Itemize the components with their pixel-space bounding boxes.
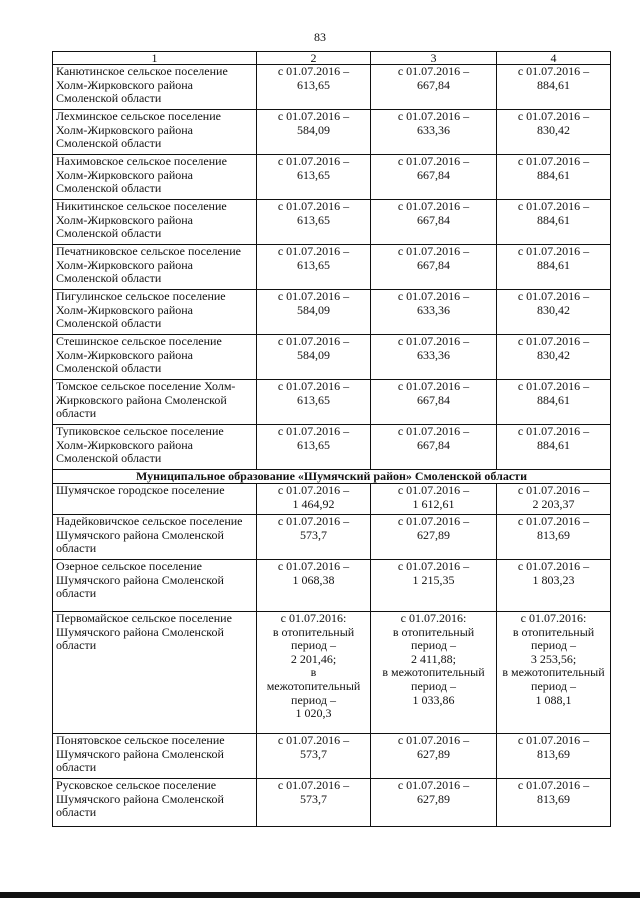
tariff-line: 584,09	[297, 347, 330, 362]
tariff-line: 613,65	[297, 167, 330, 182]
tariff-line: с 01.07.2016 –	[517, 154, 590, 168]
tariff-line: 830,42	[537, 347, 570, 362]
column-header: 1	[53, 52, 257, 65]
tariff-cell-c4	[497, 65, 611, 110]
settlement-name: Стешинское сельское поселение Холм-Жирковского района Смоленской области	[53, 335, 257, 380]
column-header: 2	[257, 52, 371, 65]
page-number: 83	[314, 30, 326, 44]
tariff-cell-c3	[371, 560, 497, 612]
tariff-line: период –	[531, 678, 576, 693]
header-row	[53, 52, 611, 65]
tariff-line: 884,61	[537, 77, 570, 92]
tariff-line: с 01.07.2016 –	[277, 778, 350, 792]
settlement-name: Озерное сельское поселение Шумячского района Смоленской области	[53, 560, 257, 612]
tariff-line: 613,65	[297, 437, 330, 452]
table-row	[53, 425, 611, 470]
table-row	[53, 560, 611, 612]
tariff-line: с 01.07.2016 –	[277, 109, 350, 123]
tariff-line: с 01.07.2016 –	[277, 559, 350, 573]
tariff-line: 613,65	[297, 392, 330, 407]
tariff-line: с 01.07.2016 –	[277, 199, 350, 213]
tariff-cell-c3	[371, 245, 497, 290]
tariff-line: с 01.07.2016 –	[277, 424, 350, 438]
tariff-line: 667,84	[417, 392, 450, 407]
tariff-line: с 01.07.2016 –	[277, 64, 350, 78]
tariff-cell-c2	[257, 734, 371, 779]
tariff-line: с 01.07.2016 –	[397, 334, 470, 348]
tariff-cell-c4	[497, 380, 611, 425]
tariff-table	[52, 51, 611, 827]
settlement-name: Шумячское городское поселение	[53, 484, 257, 515]
tariff-cell-c4	[497, 612, 611, 734]
tariff-line: 884,61	[537, 437, 570, 452]
tariff-cell-c2	[257, 560, 371, 612]
tariff-cell-c3	[371, 779, 497, 827]
tariff-line: 1 612,61	[412, 496, 455, 511]
tariff-line: 884,61	[537, 212, 570, 227]
tariff-cell-c4	[497, 245, 611, 290]
tariff-line: 1 088,1	[535, 692, 572, 707]
tariff-cell-c2	[257, 290, 371, 335]
settlement-name: Нахимовское сельское поселение Холм-Жирковского района Смоленской области	[53, 155, 257, 200]
settlement-name: Тупиковское сельское поселение Холм-Жирковского района Смоленской области	[53, 425, 257, 470]
tariff-line: 613,65	[297, 212, 330, 227]
tariff-line: с 01.07.2016 –	[277, 289, 350, 303]
tariff-cell-c4	[497, 734, 611, 779]
tariff-line: 667,84	[417, 437, 450, 452]
settlement-name: Томское сельское поселение Холм-Жирковского района Смоленской области	[53, 380, 257, 425]
settlement-name: Русковское сельское поселение Шумячского района Смоленской области	[53, 779, 257, 827]
tariff-line: в отопительный	[392, 624, 475, 639]
tariff-cell-c2	[257, 110, 371, 155]
tariff-line: 627,89	[417, 791, 450, 806]
table-body-holm-zhirkovsky	[53, 65, 611, 470]
tariff-cell-c3	[371, 290, 497, 335]
settlement-name: Канютинское сельское поселение Холм-Жирковского района Смоленской области	[53, 65, 257, 110]
tariff-line: с 01.07.2016 –	[397, 199, 470, 213]
tariff-line: с 01.07.2016 –	[517, 109, 590, 123]
tariff-line: с 01.07.2016:	[520, 611, 587, 625]
tariff-cell-c3	[371, 484, 497, 515]
tariff-line: 3 253,56;	[530, 651, 577, 666]
tariff-line: 884,61	[537, 167, 570, 182]
tariff-line: с 01.07.2016 –	[397, 244, 470, 258]
tariff-line: с 01.07.2016 –	[397, 483, 470, 497]
tariff-line: в межотопительный	[502, 665, 605, 680]
tariff-line: с 01.07.2016 –	[397, 514, 470, 528]
tariff-line: с 01.07.2016 –	[517, 733, 590, 747]
tariff-line: 813,69	[537, 791, 570, 806]
tariff-line: с 01.07.2016:	[280, 611, 347, 625]
tariff-line: 2 201,46;	[290, 651, 337, 666]
tariff-cell-c2	[257, 155, 371, 200]
section-header-row	[53, 470, 611, 484]
tariff-line: 2 411,88;	[411, 651, 456, 666]
tariff-line: 633,36	[417, 347, 450, 362]
tariff-cell-c3	[371, 425, 497, 470]
tariff-line: с 01.07.2016 –	[277, 244, 350, 258]
table-row	[53, 245, 611, 290]
settlement-name: Первомайское сельское поселение Шумячского района Смоленской области	[53, 612, 257, 734]
column-header: 3	[371, 52, 497, 65]
tariff-line: 573,7	[300, 527, 327, 542]
tariff-line: в	[310, 665, 317, 680]
tariff-cell-c2	[257, 335, 371, 380]
tariff-line: 633,36	[417, 302, 450, 317]
tariff-line: 627,89	[417, 746, 450, 761]
tariff-line: с 01.07.2016 –	[517, 559, 590, 573]
tariff-line: 633,36	[417, 122, 450, 137]
tariff-line: с 01.07.2016 –	[517, 289, 590, 303]
tariff-cell-c2	[257, 612, 371, 734]
tariff-cell-c3	[371, 65, 497, 110]
tariff-line: с 01.07.2016 –	[517, 424, 590, 438]
tariff-line: с 01.07.2016 –	[277, 154, 350, 168]
tariff-line: период –	[291, 638, 336, 653]
tariff-cell-c4	[497, 200, 611, 245]
tariff-cell-c2	[257, 425, 371, 470]
settlement-name: Надейковичское сельское поселение Шумячского района Смоленской области	[53, 515, 257, 560]
tariff-line: 1 803,23	[532, 572, 575, 587]
tariff-cell-c4	[497, 515, 611, 560]
tariff-line: 584,09	[297, 302, 330, 317]
tariff-cell-c3	[371, 380, 497, 425]
tariff-line: 667,84	[417, 257, 450, 272]
tariff-line: 573,7	[300, 791, 327, 806]
tariff-line: 1 215,35	[412, 572, 455, 587]
table-row	[53, 335, 611, 380]
tariff-cell-c4	[497, 155, 611, 200]
table-row	[53, 734, 611, 779]
tariff-cell-c3	[371, 335, 497, 380]
tariff-line: с 01.07.2016 –	[517, 514, 590, 528]
tariff-line: с 01.07.2016 –	[397, 778, 470, 792]
tariff-line: с 01.07.2016 –	[397, 109, 470, 123]
tariff-line: с 01.07.2016 –	[397, 424, 470, 438]
tariff-line: период –	[531, 638, 576, 653]
tariff-line: с 01.07.2016 –	[517, 778, 590, 792]
tariff-line: 830,42	[537, 302, 570, 317]
tariff-cell-c4	[497, 779, 611, 827]
tariff-cell-c4	[497, 560, 611, 612]
table-row	[53, 290, 611, 335]
tariff-line: с 01.07.2016 –	[277, 379, 350, 393]
tariff-line: в межотопительный	[382, 665, 485, 680]
tariff-line: период –	[411, 638, 456, 653]
tariff-line: 884,61	[537, 257, 570, 272]
settlement-name: Понятовское сельское поселение Шумячского района Смоленской области	[53, 734, 257, 779]
tariff-line: 813,69	[537, 746, 570, 761]
tariff-line: в отопительный	[512, 624, 595, 639]
tariff-line: с 01.07.2016 –	[397, 154, 470, 168]
tariff-line: с 01.07.2016 –	[517, 64, 590, 78]
tariff-line: 667,84	[417, 212, 450, 227]
tariff-line: период –	[411, 678, 456, 693]
tariff-line: 667,84	[417, 77, 450, 92]
tariff-line: 627,89	[417, 527, 450, 542]
tariff-cell-c4	[497, 110, 611, 155]
tariff-line: с 01.07.2016 –	[397, 289, 470, 303]
section-title: Муниципальное образование «Шумячский район» Смоленской области	[53, 470, 611, 484]
tariff-line: 573,7	[300, 746, 327, 761]
tariff-line: период –	[291, 692, 336, 707]
tariff-cell-c4	[497, 290, 611, 335]
table-row	[53, 484, 611, 515]
tariff-cell-c2	[257, 380, 371, 425]
tariff-line: с 01.07.2016 –	[397, 379, 470, 393]
settlement-name: Пигулинское сельское поселение Холм-Жирковского района Смоленской области	[53, 290, 257, 335]
tariff-cell-c4	[497, 484, 611, 515]
tariff-cell-c4	[497, 425, 611, 470]
table-row	[53, 200, 611, 245]
table-row	[53, 779, 611, 827]
tariff-line: 1 020,3	[295, 706, 332, 721]
tariff-line: с 01.07.2016 –	[517, 334, 590, 348]
tariff-line: с 01.07.2016 –	[397, 559, 470, 573]
tariff-line: с 01.07.2016 –	[277, 483, 350, 497]
scan-bottom-border	[0, 892, 640, 898]
table-row	[53, 515, 611, 560]
tariff-line: с 01.07.2016 –	[397, 733, 470, 747]
tariff-line: 584,09	[297, 122, 330, 137]
tariff-line: 2 203,37	[532, 496, 575, 511]
tariff-line: 1 068,38	[292, 572, 335, 587]
tariff-line: с 01.07.2016 –	[277, 334, 350, 348]
tariff-line: с 01.07.2016 –	[277, 733, 350, 747]
tariff-cell-c2	[257, 200, 371, 245]
table-row	[53, 155, 611, 200]
tariff-line: 884,61	[537, 392, 570, 407]
table-row	[53, 612, 611, 734]
tariff-line: с 01.07.2016 –	[397, 64, 470, 78]
tariff-cell-c3	[371, 612, 497, 734]
tariff-line: 613,65	[297, 257, 330, 272]
tariff-cell-c3	[371, 155, 497, 200]
tariff-cell-c3	[371, 200, 497, 245]
tariff-line: в отопительный	[272, 624, 355, 639]
tariff-line: с 01.07.2016 –	[517, 244, 590, 258]
tariff-line: 613,65	[297, 77, 330, 92]
tariff-line: 813,69	[537, 527, 570, 542]
tariff-cell-c2	[257, 484, 371, 515]
tariff-line: 1 464,92	[292, 496, 335, 511]
tariff-cell-c2	[257, 515, 371, 560]
tariff-cell-c3	[371, 515, 497, 560]
tariff-line: с 01.07.2016 –	[517, 199, 590, 213]
tariff-cell-c2	[257, 245, 371, 290]
tariff-cell-c3	[371, 110, 497, 155]
column-header: 4	[497, 52, 611, 65]
tariff-cell-c4	[497, 335, 611, 380]
settlement-name: Никитинское сельское поселение Холм-Жирковского района Смоленской области	[53, 200, 257, 245]
settlement-name: Печатниковское сельское поселение Холм-Жирковского района Смоленской области	[53, 245, 257, 290]
tariff-line: с 01.07.2016 –	[517, 483, 590, 497]
tariff-line: 667,84	[417, 167, 450, 182]
table-row	[53, 65, 611, 110]
tariff-line: с 01.07.2016:	[400, 611, 467, 625]
tariff-line: 830,42	[537, 122, 570, 137]
tariff-cell-c3	[371, 734, 497, 779]
tariff-cell-c2	[257, 779, 371, 827]
tariff-line: 1 033,86	[412, 692, 455, 707]
tariff-line: с 01.07.2016 –	[277, 514, 350, 528]
table-row	[53, 110, 611, 155]
tariff-line: межотопительный	[266, 678, 361, 693]
table-row	[53, 380, 611, 425]
tariff-line: с 01.07.2016 –	[517, 379, 590, 393]
settlement-name: Лехминское сельское поселение Холм-Жирковского района Смоленской области	[53, 110, 257, 155]
tariff-cell-c2	[257, 65, 371, 110]
table-body-shumyachsky	[53, 484, 611, 827]
